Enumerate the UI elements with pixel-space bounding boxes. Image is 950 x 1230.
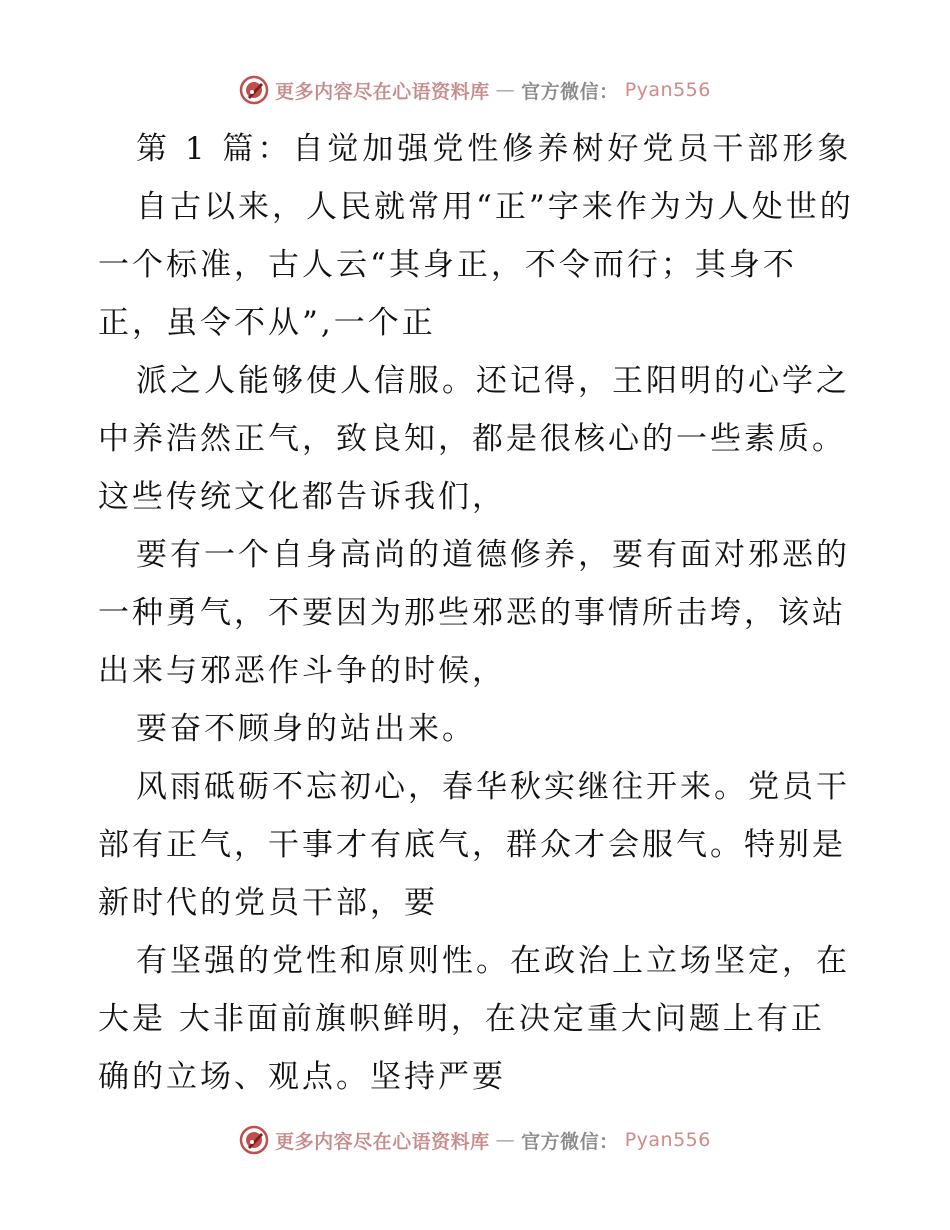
- banner-main-text: 更多内容尽在心语资料库: [275, 1130, 490, 1153]
- banner-dash: —: [495, 79, 516, 101]
- footer-watermark-banner: [0, 1120, 950, 1160]
- pen-logo-icon: [239, 75, 269, 105]
- paragraph: 派之人能够使人信服。还记得，王阳明的心学之中养浩然正气，致良知，都是很核心的一些素质。这些传统文化都告诉我们，: [98, 363, 850, 515]
- paragraph: 风雨砥砺不忘初心，春华秋实继往开来。党员干部有正气，干事才有底气，群众才会服气。特别是新时代的党员干部，要: [98, 769, 850, 921]
- paragraph: 有坚强的党性和原则性。在政治上立场坚定，在大是 大非面前旗帜鲜明，在决定重大问题上有正确的立场、观点。坚持严要: [98, 943, 850, 1095]
- header-watermark-banner: [0, 70, 950, 110]
- pen-logo-icon: [239, 1125, 269, 1155]
- banner-official-label: 官方微信：: [521, 80, 619, 103]
- banner-dash: —: [495, 1129, 516, 1151]
- document-title: 第 1 篇：自觉加强党性修养树好党员干部形象: [136, 131, 853, 167]
- paragraph: 要奋不顾身的站出来。: [136, 711, 476, 747]
- banner-wechat-id: Pyan556: [624, 79, 711, 101]
- paragraph: 要有一个自身高尚的道德修养，要有面对邪恶的一种勇气，不要因为那些邪恶的事情所击垮，该站出来与邪恶作斗争的时候，: [98, 537, 850, 689]
- document-body: [98, 120, 858, 1106]
- paragraph: 自古以来，人民就常用“正”字来作为为人处世的一个标准，古人云“其身正，不令而行；其身不正，虽令不从”,一个正: [98, 189, 854, 341]
- banner-wechat-id: Pyan556: [624, 1129, 711, 1151]
- banner-main-text: 更多内容尽在心语资料库: [275, 80, 490, 103]
- banner-official-label: 官方微信：: [521, 1130, 619, 1153]
